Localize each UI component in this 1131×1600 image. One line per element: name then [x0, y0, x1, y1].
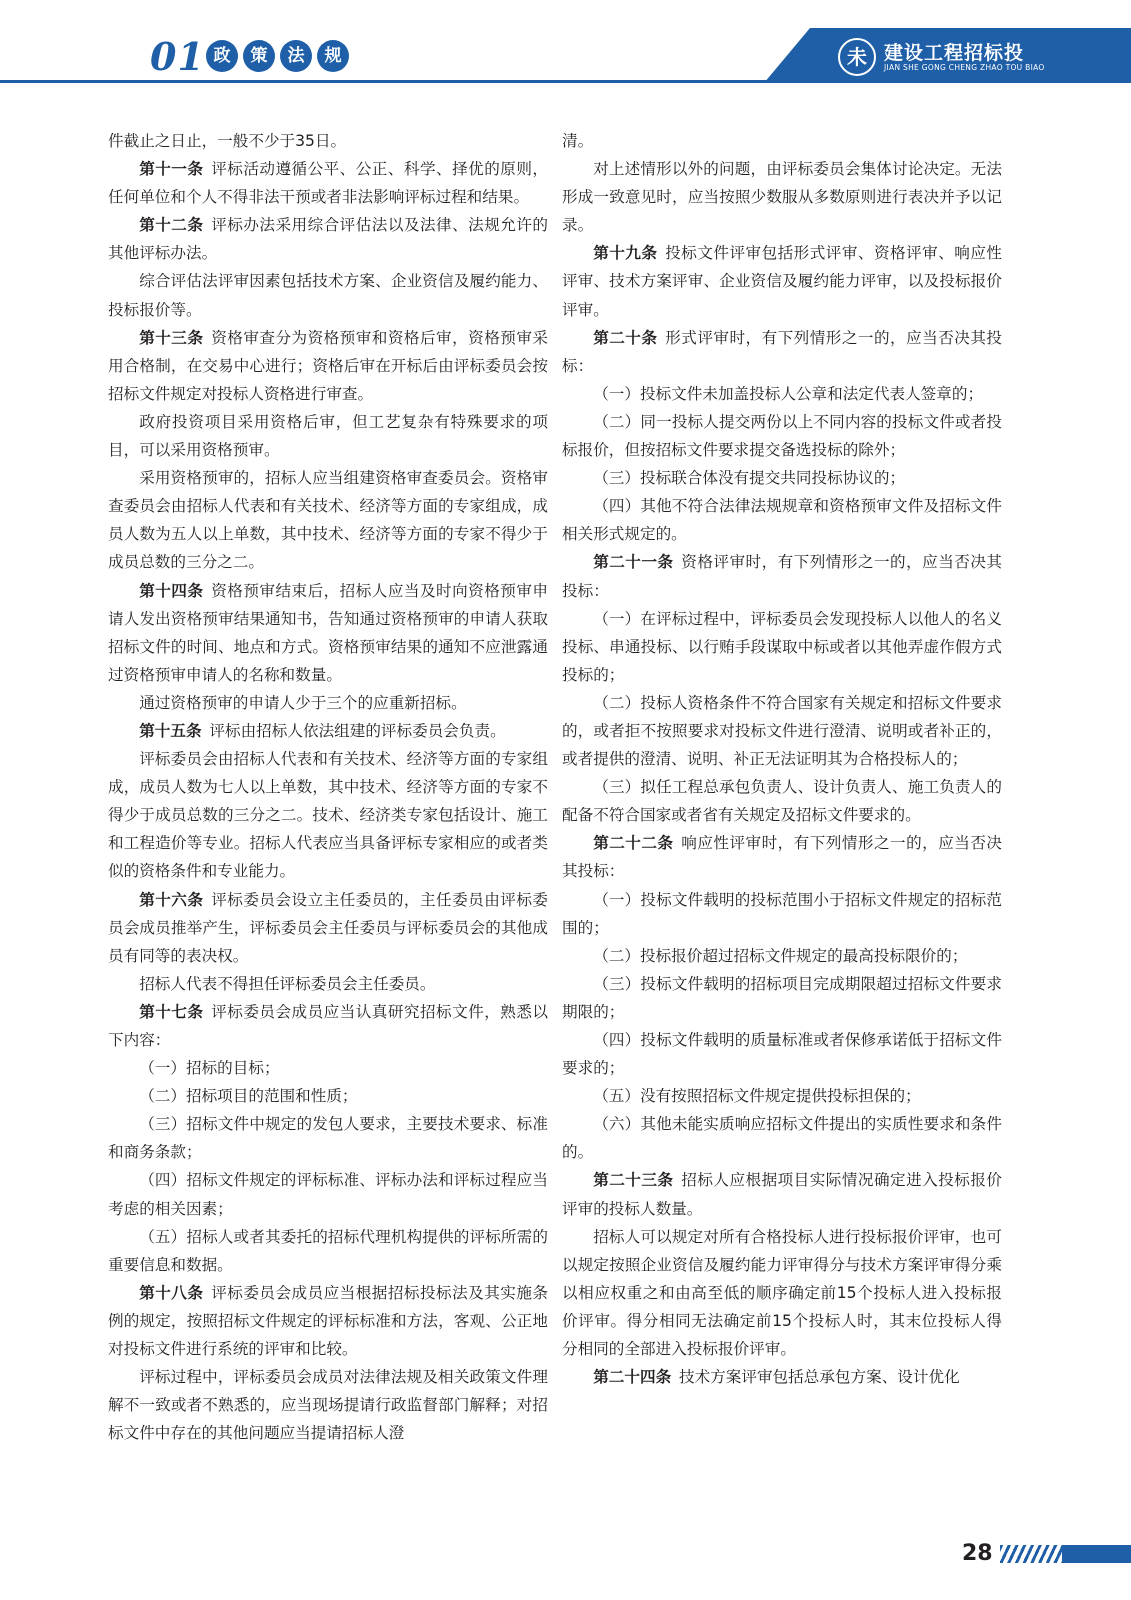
paragraph	[562, 1026, 1002, 1082]
paragraph-text: 综合评估法评审因素包括技术方案、企业资信及履约能力、投标报价等。	[108, 272, 548, 319]
paragraph-text: 通过资格预审的申请人少于三个的应重新招标。	[139, 693, 467, 712]
paragraph	[562, 380, 1002, 408]
paragraph-text: （四）投标文件载明的质量标准或者保修承诺低于招标文件要求的；	[562, 1031, 1002, 1078]
paragraph	[562, 773, 1002, 829]
paragraph	[562, 239, 1002, 323]
article-number: 第二十一条	[593, 553, 674, 572]
paragraph-text: （三）投标文件载明的招标项目完成期限超过招标文件要求期限的；	[562, 974, 1002, 1021]
paragraph	[562, 1363, 1002, 1391]
magazine-title: 建设工程招标投	[884, 42, 1025, 64]
paragraph-text: （二）同一投标人提交两份以上不同内容的投标文件或者投标报价，但按招标文件要求提交备选投标的除外；	[562, 412, 1002, 460]
paragraph	[562, 886, 1002, 942]
paragraph-text: 件截止之日止，一般不少于35日。	[108, 132, 347, 150]
paragraph	[108, 886, 548, 970]
paragraph	[562, 1082, 1002, 1110]
magazine-logo-icon: 未	[838, 38, 876, 76]
paragraph-text: 采用资格预审的，招标人应当组建资格审查委员会。资格审查委员会由招标人代表和有关技术、经济等方面的专家组成，成员人数为五人以上单数，其中技术、经济等方面的专家不得少于成员总数的三分之二。	[108, 469, 548, 572]
paragraph	[108, 1082, 548, 1110]
right-text-column	[562, 127, 1002, 1391]
paragraph-text: 评标活动遵循公平、公正、科学、择优的原则，任何单位和个人不得非法干预或者非法影响评标过程和结果。	[108, 160, 548, 207]
paragraph-text: （四）其他不符合法律法规规章和资格预审文件及招标文件相关形式规定的。	[562, 497, 1002, 544]
paragraph	[562, 127, 1002, 155]
section-number: 01	[150, 34, 205, 79]
paragraph-text: 政府投资项目采用资格后审，但工艺复杂有特殊要求的项目，可以采用资格预审。	[108, 412, 548, 460]
paragraph-text: （四）招标文件规定的评标标准、评标办法和评标过程应当考虑的相关因素；	[108, 1171, 548, 1218]
paragraph-text: （二）投标报价超过招标文件规定的最高投标限价的；	[593, 946, 968, 965]
article-number: 第十二条	[139, 216, 204, 235]
paragraph-text: 响应性评审时，有下列情形之一的，应当否决其投标：	[562, 834, 1002, 881]
paragraph-text: （一）投标文件载明的投标范围小于招标文件规定的招标范围的；	[562, 890, 1002, 937]
article-number: 第二十条	[593, 328, 658, 347]
paragraph	[562, 324, 1002, 380]
paragraph	[108, 1363, 548, 1447]
paragraph	[108, 1110, 548, 1166]
paragraph-text: 形式评审时，有下列情形之一的，应当否决其投标：	[562, 328, 1002, 375]
paragraph	[108, 970, 548, 998]
paragraph-text: 招标人应根据项目实际情况确定进入投标报价评审的投标人数量。	[562, 1171, 1002, 1218]
paragraph	[108, 1166, 548, 1222]
paragraph	[108, 689, 548, 717]
paragraph-text: 评标过程中，评标委员会成员对法律法规及相关政策文件理解不一致或者不熟悉的，应当现场提请行政监督部门解释；对招标文件中存在的其他问题应当提请招标人澄	[108, 1368, 548, 1443]
paragraph	[108, 745, 548, 885]
paragraph	[562, 970, 1002, 1026]
paragraph-text: （六）其他未能实质响应招标文件提出的实质性要求和条件的。	[562, 1115, 1002, 1162]
article-number: 第十一条	[139, 160, 204, 179]
paragraph-text: 招标人代表不得担任评标委员会主任委员。	[139, 974, 436, 993]
article-number: 第二十三条	[593, 1171, 674, 1190]
paragraph-text: 招标人可以规定对所有合格投标人进行投标报价评审，也可以规定按照企业资信及履约能力评审得分与技术方案评审得分乘以相应权重之和由高至低的顺序确定前15个投标人进入投标报价评审。得分相同无法确定前15个投标人时，其末位投标人得分相同的全部进入投标报价评审。	[562, 1227, 1002, 1359]
paragraph-text: 清。	[562, 132, 594, 150]
footer-bar	[1062, 1545, 1131, 1563]
paragraph-text: （二）投标人资格条件不符合国家有关规定和招标文件要求的，或者拒不按照要求对投标文件进行澄清、说明或者补正的，或者提供的澄清、说明、补正无法证明其为合格投标人的；	[562, 693, 1002, 769]
paragraph	[108, 267, 548, 323]
article-number: 第十八条	[139, 1283, 204, 1302]
paragraph	[108, 408, 548, 464]
section-title-char: 策	[243, 40, 275, 72]
paragraph-text: 对上述情形以外的问题，由评标委员会集体讨论决定。无法形成一致意见时，应当按照少数服从多数原则进行表决并予以记录。	[562, 160, 1002, 235]
paragraph-text: 技术方案评审包括总承包方案、设计优化	[678, 1368, 960, 1387]
paragraph	[108, 324, 548, 408]
paragraph	[562, 408, 1002, 464]
article-number: 第十九条	[593, 244, 658, 263]
paragraph	[108, 1223, 548, 1279]
article-number: 第十六条	[139, 890, 204, 909]
paragraph-text: 投标文件评审包括形式评审、资格评审、响应性评审、技术方案评审、企业资信及履约能力评审，以及投标报价评审。	[562, 244, 1002, 319]
paragraph-text: 评标委员会由招标人代表和有关技术、经济等方面的专家组成，成员人数为七人以上单数，其中技术、经济等方面的专家不得少于成员总数的三分之二。技术、经济类专家包括设计、施工和工程造价等专业。招标人代表应当具备评标专家相应的或者类似的资格条件和专业能力。	[108, 750, 548, 881]
paragraph-text: 资格预审结束后，招标人应当及时向资格预审申请人发出资格预审结果通知书，告知通过资格预审的申请人获取招标文件的时间、地点和方式。资格预审结果的通知不应泄露通过资格预审申请人的名称和数量。	[108, 581, 548, 684]
article-number: 第二十四条	[593, 1368, 672, 1387]
article-number: 第二十二条	[593, 834, 674, 853]
section-title-char: 规	[317, 40, 349, 72]
paragraph	[108, 464, 548, 576]
paragraph	[562, 548, 1002, 604]
paragraph	[108, 1279, 548, 1363]
left-text-column	[108, 127, 548, 1447]
paragraph	[108, 717, 548, 745]
section-title-char: 政	[206, 40, 238, 72]
magazine-title-pinyin: JIAN SHE GONG CHENG ZHAO TOU BIAO	[884, 63, 1045, 72]
paragraph-text: 评标委员会设立主任委员的，主任委员由评标委员会成员推举产生，评标委员会主任委员与评标委员会的其他成员有同等的表决权。	[108, 890, 548, 965]
paragraph-text: 评标委员会成员应当根据招标投标法及其实施条例的规定，按照招标文件规定的评标标准和方法，客观、公正地对投标文件进行系统的评审和比较。	[108, 1283, 548, 1359]
paragraph	[562, 155, 1002, 239]
paragraph	[562, 1223, 1002, 1363]
paragraph	[108, 127, 548, 155]
footer-stripes	[1000, 1545, 1070, 1563]
paragraph-text: 评标办法采用综合评估法以及法律、法规允许的其他评标办法。	[108, 216, 548, 263]
paragraph	[562, 1166, 1002, 1222]
paragraph-text: （一）投标文件未加盖投标人公章和法定代表人签章的；	[593, 384, 984, 403]
paragraph-text: 资格评审时，有下列情形之一的，应当否决其投标：	[562, 553, 1002, 600]
paragraph	[108, 998, 548, 1054]
paragraph	[562, 829, 1002, 885]
paragraph-text: 资格审查分为资格预审和资格后审，资格预审采用合格制，在交易中心进行；资格后审在开标后由评标委员会按招标文件规定对投标人资格进行审查。	[108, 328, 548, 403]
paragraph	[562, 605, 1002, 689]
paragraph	[108, 211, 548, 267]
paragraph-text: （一）在评标过程中，评标委员会发现投标人以他人的名义投标、串通投标、以行贿手段谋取中标或者以其他弄虚作假方式投标的；	[562, 609, 1002, 684]
paragraph-text: 评标由招标人依法组建的评标委员会负责。	[209, 721, 506, 740]
paragraph	[562, 942, 1002, 970]
article-number: 第十七条	[139, 1002, 204, 1021]
paragraph	[562, 689, 1002, 773]
paragraph	[108, 1054, 548, 1082]
article-number: 第十四条	[139, 581, 204, 600]
paragraph-text: （二）招标项目的范围和性质；	[139, 1087, 358, 1106]
paragraph-text: （三）招标文件中规定的发包人要求，主要技术要求、标准和商务条款；	[108, 1115, 548, 1162]
paragraph	[108, 155, 548, 211]
section-title	[206, 40, 349, 72]
paragraph-text: （三）投标联合体没有提交共同投标协议的；	[593, 469, 906, 488]
paragraph-text: 评标委员会成员应当认真研究招标文件，熟悉以下内容：	[108, 1002, 548, 1049]
paragraph-text: （五）招标人或者其委托的招标代理机构提供的评标所需的重要信息和数据。	[108, 1227, 548, 1274]
article-number: 第十三条	[139, 328, 204, 347]
article-number: 第十五条	[139, 721, 202, 740]
section-title-char: 法	[280, 40, 312, 72]
paragraph	[562, 492, 1002, 548]
paragraph	[562, 1110, 1002, 1166]
page-number: 28	[962, 1541, 993, 1566]
paragraph-text: （五）没有按照招标文件规定提供投标担保的；	[593, 1087, 921, 1106]
paragraph	[562, 464, 1002, 492]
page-header	[0, 0, 1131, 100]
paragraph-text: （一）招标的目标；	[139, 1059, 280, 1078]
paragraph-text: （三）拟任工程总承包负责人、设计负责人、施工负责人的配备不符合国家或者省有关规定及招标文件要求的。	[562, 778, 1002, 825]
paragraph	[108, 577, 548, 689]
